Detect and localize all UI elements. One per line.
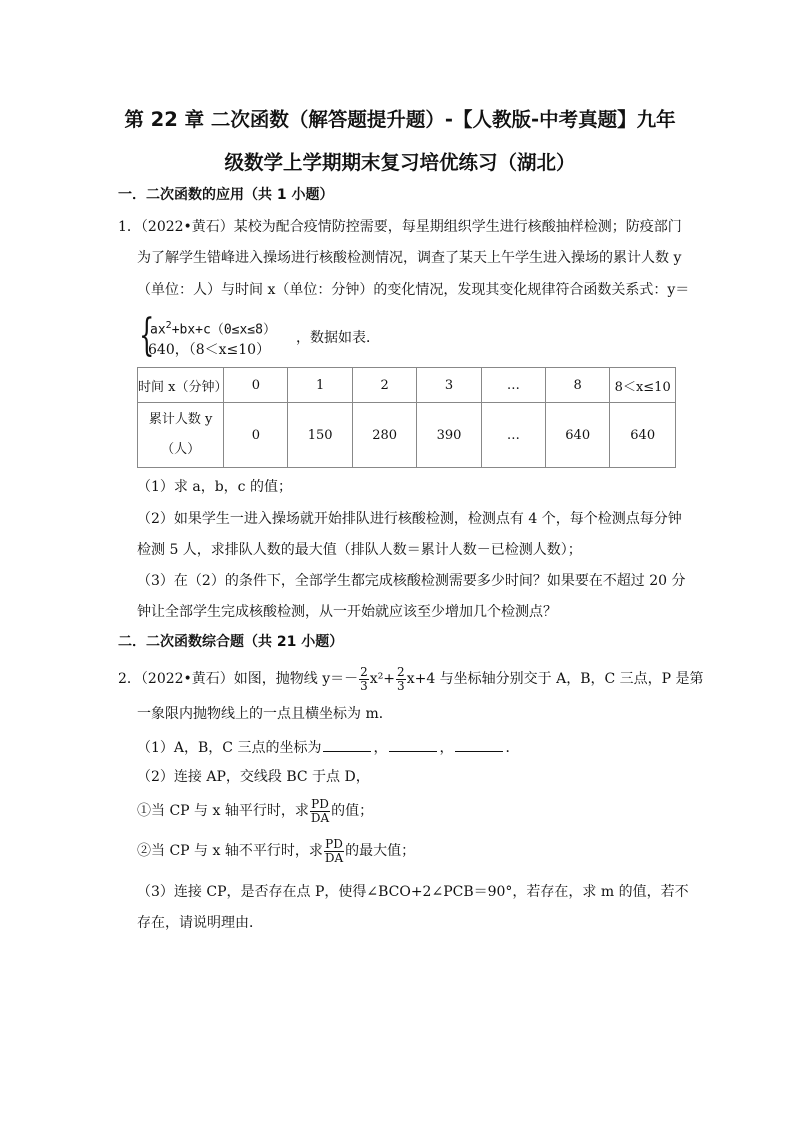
table-cell-header: 累计人数 y （人）	[138, 403, 224, 468]
answer-blank[interactable]	[389, 737, 437, 752]
section1-heading: 一．二次函数的应用（共 1 小题）	[118, 187, 334, 203]
table-cell: …	[481, 403, 545, 468]
table-cell: 150	[288, 403, 352, 468]
table-cell: 8	[545, 368, 609, 403]
table-cell: 640	[610, 403, 676, 468]
table-cell: 8＜x≤10	[610, 368, 676, 403]
q1-line2: 为了解学生错峰进入操场进行核酸检测情况，调查了某天上午学生进入操场的累计人数 y	[137, 250, 682, 266]
piecewise-case2: 640，（8＜x≤10）	[148, 342, 271, 358]
q2-line2: 一象限内抛物线上的一点且横坐标为 m．	[137, 706, 393, 722]
q2-part2: （2）连接 AP，交线段 BC 于点 D，	[137, 769, 370, 785]
q1-line3: （单位：人）与时间 x（单位：分钟）的变化情况，发现其变化规律符合函数关系式：y＝	[137, 282, 690, 298]
answer-blank[interactable]	[455, 737, 503, 752]
document-title-line2: 级数学上学期期末复习培优练习（湖北）	[224, 151, 576, 174]
table-cell: …	[481, 368, 545, 403]
q1-part1: （1）求 a，b，c 的值；	[137, 479, 292, 495]
q2-part3-line1: （3）连接 CP，是否存在点 P，使得∠BCO+2∠PCB＝90°，若存在，求 m 的值，若不	[137, 884, 689, 900]
table-cell: 1	[288, 368, 352, 403]
fraction: $\frac{PD}{DA}$	[324, 836, 344, 865]
document-title-line1: 第 22 章 二次函数（解答题提升题）-【人教版-中考真题】九年	[124, 108, 676, 131]
q2-line1: 2．（2022•黄石）如图，抛物线 y＝－ $\frac{2}{3}$ x²+ $\frac{2}{3}$ x+4 与坐标轴分别交于 A，B，C 三点，P 是第	[118, 664, 704, 693]
table-cell: 时间 x（分钟）	[138, 368, 224, 403]
table-row	[138, 403, 676, 468]
q1-part2-line1: （2）如果学生一进入操场就开始排队进行核酸检测，检测点有 4 个，每个检测点每分钟	[137, 511, 682, 527]
piecewise-case1: $ax^2+bx+c(0\le x\le 8)$	[150, 320, 276, 338]
fraction: $\frac{2}{3}$	[397, 664, 405, 693]
fraction: $\frac{PD}{DA}$	[310, 796, 330, 825]
table-cell: 640	[545, 403, 609, 468]
q1-part3-line1: （3）在（2）的条件下，全部学生都完成核酸检测需要多少时间？如果要在不超过 20 分	[137, 573, 686, 589]
q1-part2-line2: 检测 5 人，求排队人数的最大值（排队人数＝累计人数－已检测人数）；	[137, 542, 582, 558]
fraction: $\frac{2}{3}$	[360, 664, 368, 693]
q1-line1: 1．（2022•黄石）某校为配合疫情防控需要，每星期组织学生进行核酸抽样检测；防疫部门	[118, 219, 682, 235]
table-cell: 390	[417, 403, 481, 468]
q1-part3-line2: 钟让全部学生完成核酸检测，从一开始就应该至少增加几个检测点？	[137, 604, 557, 620]
table-cell: 0	[224, 368, 288, 403]
piecewise-brace: {	[139, 310, 155, 361]
table-cell: 2	[352, 368, 416, 403]
table-row	[138, 368, 676, 403]
table-cell: 280	[352, 403, 416, 468]
q1-after-formula: ，数据如表．	[296, 330, 380, 346]
q2-part1: （1）A，B，C 三点的坐标为 ， ， ．	[137, 737, 519, 757]
section2-heading: 二．二次函数综合题（共 21 小题）	[118, 634, 344, 650]
q2-sub1: ①当 CP 与 x 轴平行时，求 $\frac{PD}{DA}$ 的值；	[137, 796, 374, 825]
table-cell: 3	[417, 368, 481, 403]
q2-part3-line2: 存在，请说明理由．	[137, 915, 263, 931]
q2-sub2: ②当 CP 与 x 轴不平行时，求 $\frac{PD}{DA}$ 的最大值；	[137, 836, 416, 865]
answer-blank[interactable]	[323, 737, 371, 752]
data-table	[137, 367, 676, 468]
table-cell: 0	[224, 403, 288, 468]
